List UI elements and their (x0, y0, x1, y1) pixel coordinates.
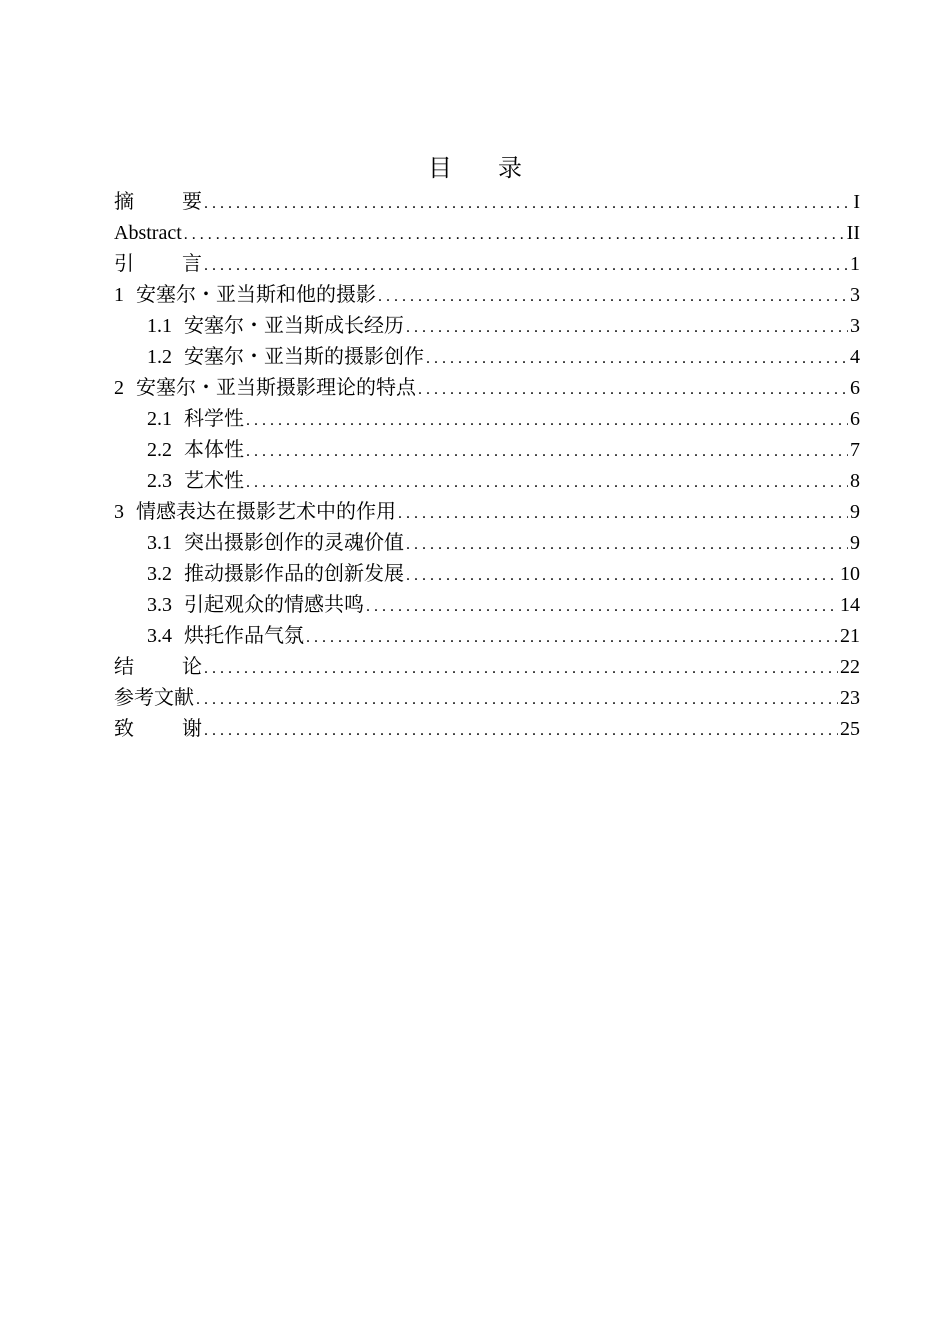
toc-entry-number: 3.4 (147, 625, 172, 647)
toc-entry-label (147, 621, 304, 652)
toc-leader-dots (406, 312, 848, 343)
toc-entry-number: 2 (114, 377, 124, 399)
toc-entry-label (114, 280, 376, 311)
toc-entry[interactable] (114, 249, 860, 280)
toc-entry-label (114, 497, 396, 528)
toc-page-number: 22 (840, 656, 860, 678)
toc-leader-dots (406, 529, 848, 560)
toc-page-number: 9 (850, 532, 860, 554)
toc-entry-label (114, 218, 182, 249)
toc-entry[interactable] (114, 311, 860, 342)
toc-entry-text: 艺术性 (184, 470, 244, 492)
toc-entry-label (147, 528, 404, 559)
toc-entry-text: 烘托作品气氛 (184, 625, 304, 647)
toc-page-number: 4 (850, 346, 860, 368)
toc-leader-dots (204, 715, 838, 746)
toc-page-number: 1 (850, 253, 860, 275)
toc-page-number: 8 (850, 470, 860, 492)
toc-entry-text: 引言 (114, 253, 202, 275)
toc-entry-text: Abstract (114, 222, 182, 244)
toc-entry-label (147, 311, 404, 342)
toc-entry-label (114, 652, 202, 683)
toc-entry-label (147, 404, 244, 435)
toc-leader-dots (184, 219, 845, 250)
toc-leader-dots (204, 653, 838, 684)
toc-entry[interactable] (114, 435, 860, 466)
toc-leader-dots (246, 405, 848, 436)
toc-page-number: II (846, 222, 860, 244)
toc-leader-dots (426, 343, 848, 374)
toc-entry[interactable] (114, 683, 860, 714)
toc-leader-dots (366, 591, 838, 622)
toc-entry-number: 3 (114, 501, 124, 523)
toc-entry[interactable] (114, 590, 860, 621)
toc-entry[interactable] (114, 404, 860, 435)
toc-entry-number: 1.1 (147, 315, 172, 337)
toc-entry-text: 安塞尔・亚当斯和他的摄影 (136, 284, 376, 306)
toc-entry-number: 3.2 (147, 563, 172, 585)
toc-entry[interactable] (114, 187, 860, 218)
toc-leader-dots (204, 188, 851, 219)
toc-entry-number: 2.3 (147, 470, 172, 492)
toc-leader-dots (196, 684, 838, 715)
toc-title (0, 152, 950, 186)
toc-page-number: 7 (850, 439, 860, 461)
toc-entry-number: 1 (114, 284, 124, 306)
toc-page-number: 14 (840, 594, 860, 616)
toc-leader-dots (398, 498, 848, 529)
toc-page-number: 3 (850, 284, 860, 306)
toc-entry[interactable] (114, 714, 860, 745)
toc-entry-number: 3.3 (147, 594, 172, 616)
toc-entry-label (147, 466, 244, 497)
toc-title-char-1: 目 (428, 156, 452, 182)
toc-entry-label (114, 373, 416, 404)
toc-page-number: 6 (850, 408, 860, 430)
toc-entry[interactable] (114, 559, 860, 590)
toc-page-number: 23 (840, 687, 860, 709)
toc-entry-text: 安塞尔・亚当斯的摄影创作 (184, 346, 424, 368)
toc-entry-number: 2.1 (147, 408, 172, 430)
toc-entry[interactable] (114, 528, 860, 559)
toc-leader-dots (378, 281, 848, 312)
toc-entry-text: 安塞尔・亚当斯摄影理论的特点 (136, 377, 416, 399)
toc-page-number: 10 (840, 563, 860, 585)
toc-page-number: 25 (840, 718, 860, 740)
toc-entry-number: 3.1 (147, 532, 172, 554)
toc-entry-text: 安塞尔・亚当斯成长经历 (184, 315, 404, 337)
toc-entry[interactable] (114, 280, 860, 311)
toc-page-number: 9 (850, 501, 860, 523)
toc-leader-dots (246, 436, 848, 467)
toc-entry-text: 结论 (114, 656, 202, 678)
toc-entry-text: 引起观众的情感共鸣 (184, 594, 364, 616)
toc-entry-text: 情感表达在摄影艺术中的作用 (136, 501, 396, 523)
toc-entry-text: 参考文献 (114, 687, 194, 709)
toc-entry-text: 致谢 (114, 718, 202, 740)
toc-entry-number: 2.2 (147, 439, 172, 461)
toc-title-char-2: 录 (498, 156, 522, 182)
toc-entry-label (147, 559, 404, 590)
toc-leader-dots (306, 622, 838, 653)
toc-leader-dots (406, 560, 838, 591)
toc-entry-label (147, 342, 424, 373)
toc-entry[interactable] (114, 652, 860, 683)
toc-entry[interactable] (114, 218, 860, 249)
toc-entry-label (114, 187, 202, 218)
toc-entry-label (114, 683, 194, 714)
toc-page-number: 21 (840, 625, 860, 647)
toc-entry-text: 突出摄影创作的灵魂价值 (184, 532, 404, 554)
toc-entry[interactable] (114, 621, 860, 652)
toc-leader-dots (246, 467, 848, 498)
toc-entry-text: 科学性 (184, 408, 244, 430)
toc-page-number: 3 (850, 315, 860, 337)
toc-page-number: 6 (850, 377, 860, 399)
toc-page-number: I (853, 191, 860, 213)
toc-entry-number: 1.2 (147, 346, 172, 368)
toc-leader-dots (418, 374, 848, 405)
toc-entry[interactable] (114, 466, 860, 497)
toc-entry[interactable] (114, 373, 860, 404)
toc-entry[interactable] (114, 497, 860, 528)
toc-leader-dots (204, 250, 848, 281)
toc-entry-label (147, 590, 364, 621)
toc-list (114, 187, 860, 745)
toc-entry-text: 推动摄影作品的创新发展 (184, 563, 404, 585)
toc-entry-text: 本体性 (184, 439, 244, 461)
toc-entry-label (114, 714, 202, 745)
toc-entry[interactable] (114, 342, 860, 373)
toc-entry-text: 摘要 (114, 191, 202, 213)
toc-entry-label (114, 249, 202, 280)
toc-entry-label (147, 435, 244, 466)
